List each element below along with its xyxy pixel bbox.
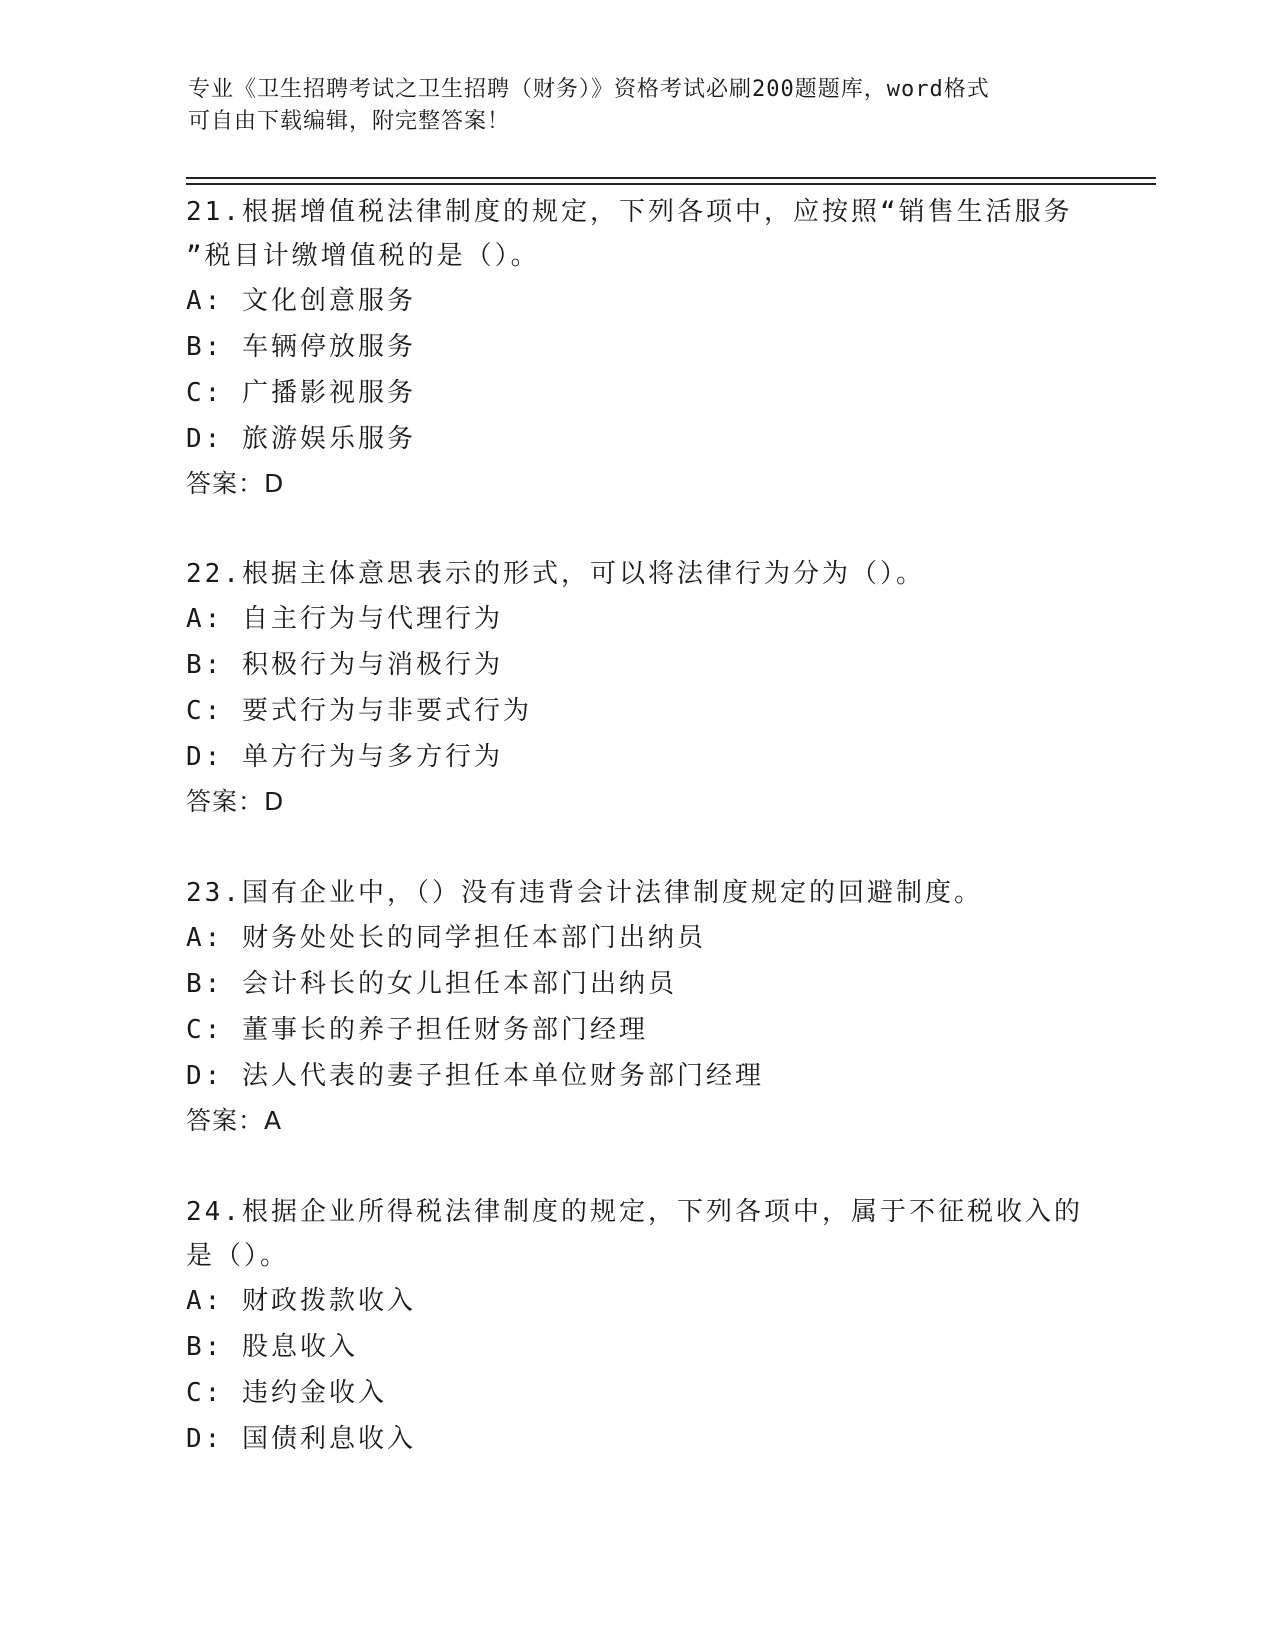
option-b: B: 车辆停放服务: [186, 332, 416, 362]
option-d: D: 国债利息收入: [186, 1424, 416, 1454]
option-d: D: 旅游娱乐服务: [186, 424, 416, 454]
question-22: [186, 552, 1086, 824]
option-c: C: 董事长的养子担任财务部门经理: [186, 1015, 648, 1045]
option-c: C: 要式行为与非要式行为: [186, 696, 532, 726]
question-24: [186, 1190, 1086, 1462]
question-stem: 22.根据主体意思表示的形式，可以将法律行为分为（）。: [186, 559, 925, 589]
header-line-2: 可自由下载编辑，附完整答案！: [188, 109, 511, 134]
question-23: [186, 871, 1086, 1143]
option-d: D: 单方行为与多方行为: [186, 742, 503, 772]
option-b: B: 股息收入: [186, 1332, 358, 1362]
header-divider-bottom: [186, 183, 1156, 185]
option-a: A: 财务处处长的同学担任本部门出纳员: [186, 923, 706, 953]
option-c: C: 广播影视服务: [186, 378, 416, 408]
question-21: [186, 190, 1086, 506]
option-c: C: 违约金收入: [186, 1378, 387, 1408]
question-stem: 24.根据企业所得税法律制度的规定，下列各项中，属于不征税收入的: [186, 1197, 1083, 1227]
option-b: B: 会计科长的女儿担任本部门出纳员: [186, 969, 677, 999]
header-line-1: 专业《卫生招聘考试之卫生招聘（财务）》资格考试必刷200题题库，word格式: [188, 77, 990, 102]
option-a: A: 文化创意服务: [186, 286, 416, 316]
document-header: [188, 74, 1068, 138]
question-stem: 23.国有企业中，（）没有违背会计法律制度规定的回避制度。: [186, 878, 983, 908]
answer-label: 答案：D: [186, 469, 285, 498]
question-stem-continued: ”税目计缴增值税的是（）。: [186, 241, 540, 271]
answer-label: 答案：A: [186, 1106, 283, 1135]
header-divider-top: [186, 177, 1156, 179]
option-a: A: 自主行为与代理行为: [186, 604, 503, 634]
option-a: A: 财政拨款收入: [186, 1286, 416, 1316]
option-d: D: 法人代表的妻子担任本单位财务部门经理: [186, 1061, 764, 1091]
option-b: B: 积极行为与消极行为: [186, 650, 503, 680]
question-stem: 21.根据增值税法律制度的规定，下列各项中，应按照“销售生活服务: [186, 197, 1073, 227]
answer-label: 答案：D: [186, 787, 285, 816]
question-stem-continued: 是（）。: [186, 1241, 290, 1271]
